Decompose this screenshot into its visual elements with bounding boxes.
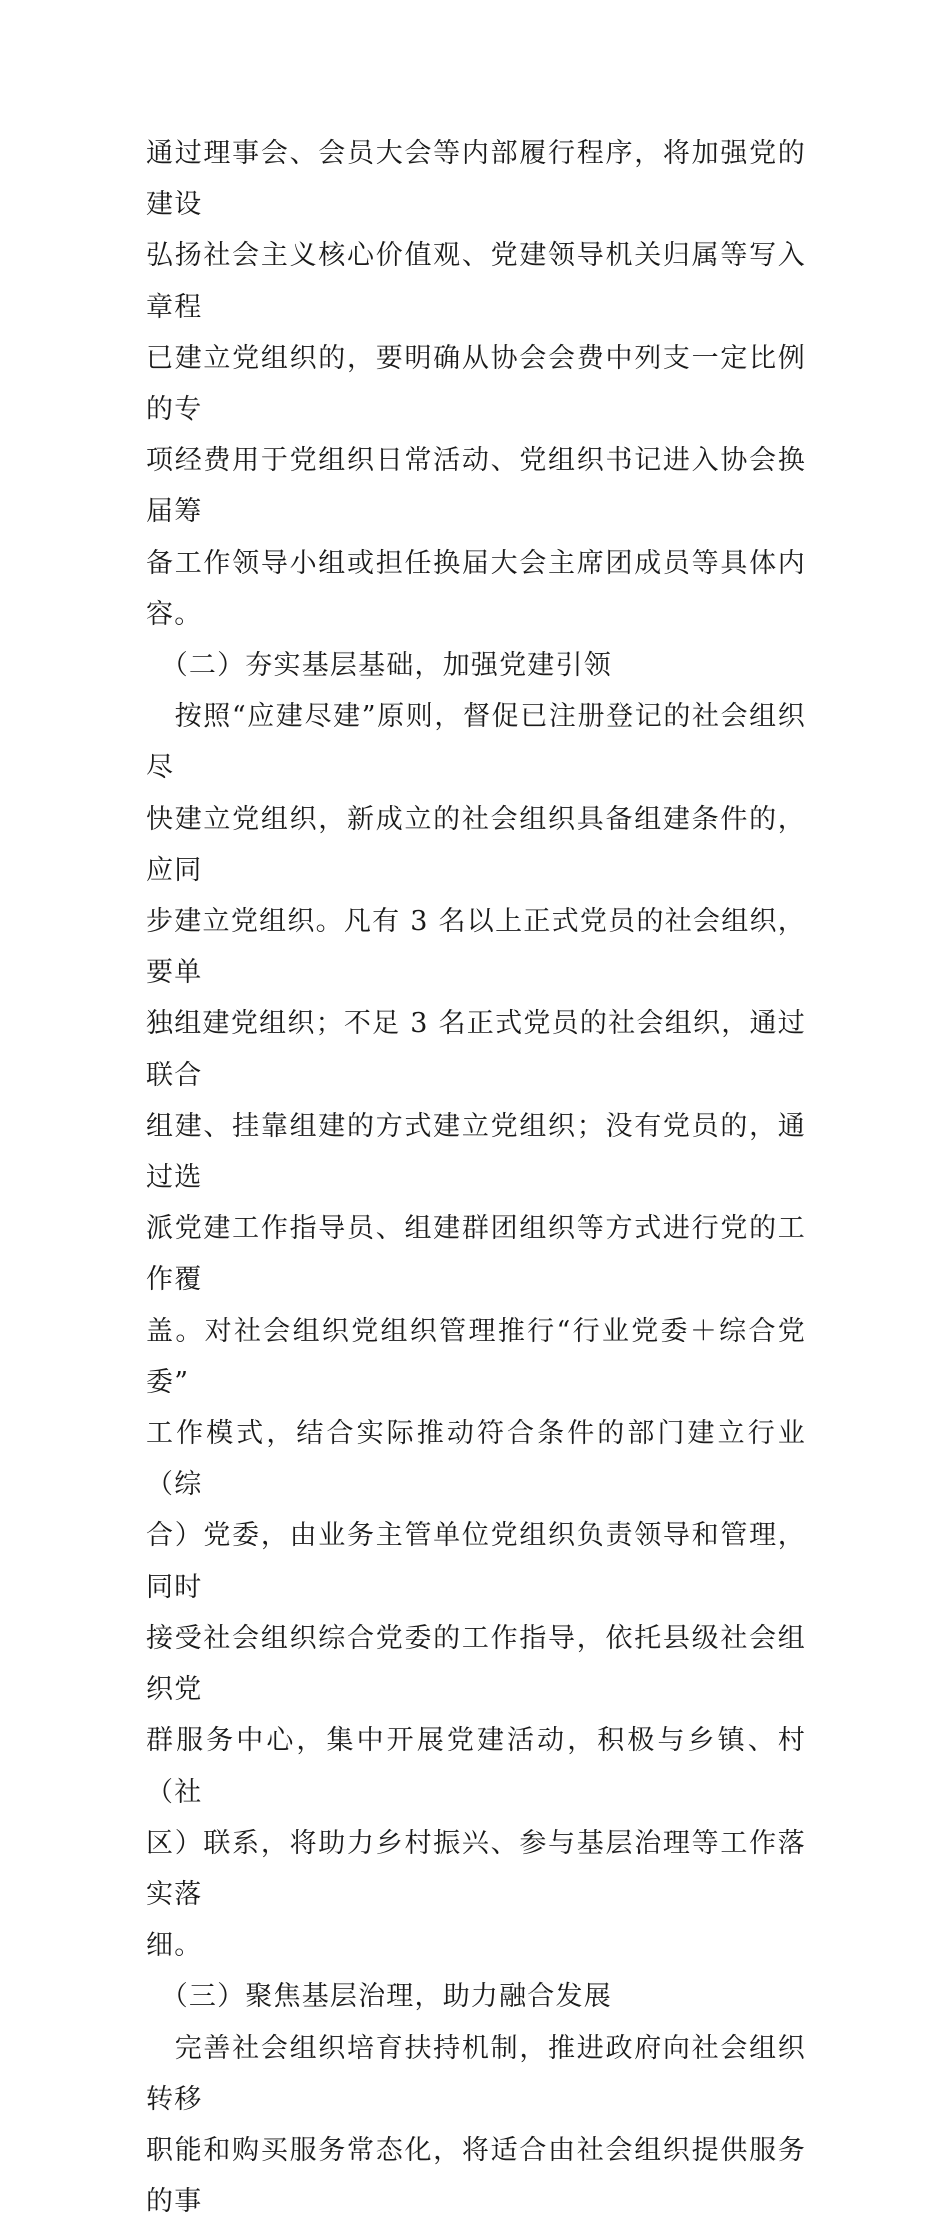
paragraph-governance: 完善社会组织培育扶持机制，推进政府向社会组织转移 职能和购买服务常态化，将适合由社会组织提供服务的事 (146, 2032, 806, 2218)
paragraph-charter: 通过理事会、会员大会等内部履行程序，将加强党的建设 弘扬社会主义核心价值观、党建领导机关归属等写入章程 已建立党组织的，要明确从协会会费中列支一定比例的专 项经费用于党组织日常活动、党组织书记进入协会换届筹 备工作领导小组或担任换届大会主席团成员等具体内容。 (146, 138, 806, 630)
section-heading-2: （二）夯实基层基础，加强党建引领 (146, 650, 612, 682)
section-heading-3: （三）聚焦基层治理，助力融合发展 (146, 1981, 612, 2013)
paragraph-party-building: 按照“应建尽建”原则，督促已注册登记的社会组织尽 快建立党组织，新成立的社会组织具备组建条件的，应同 步建立党组织。凡有 3 名以上正式党员的社会组织，要单 独组建党组织；不足 3 名正式党员的社会组织，通过联合 组建、挂靠组建的方式建立党组织；没有党员的，通过选 派党建工作指导员、组建群团组织等方式进行党的工作覆 盖。对社会组织党组织管理推行“行业党委＋综合党委” 工作模式，结合实际推动符合条件的部门建立行业（综 合）党委，由业务主管单位党组织负责领导和管理，同时 接受社会组织综合党委的工作指导，依托县级社会组织党 群服务中心，集中开展党建活动，积极与乡镇、村（社 区）联系，将助力乡村振兴、参与基层治理等工作落实落 细。 (146, 701, 806, 1962)
document-page (146, 128, 806, 2227)
